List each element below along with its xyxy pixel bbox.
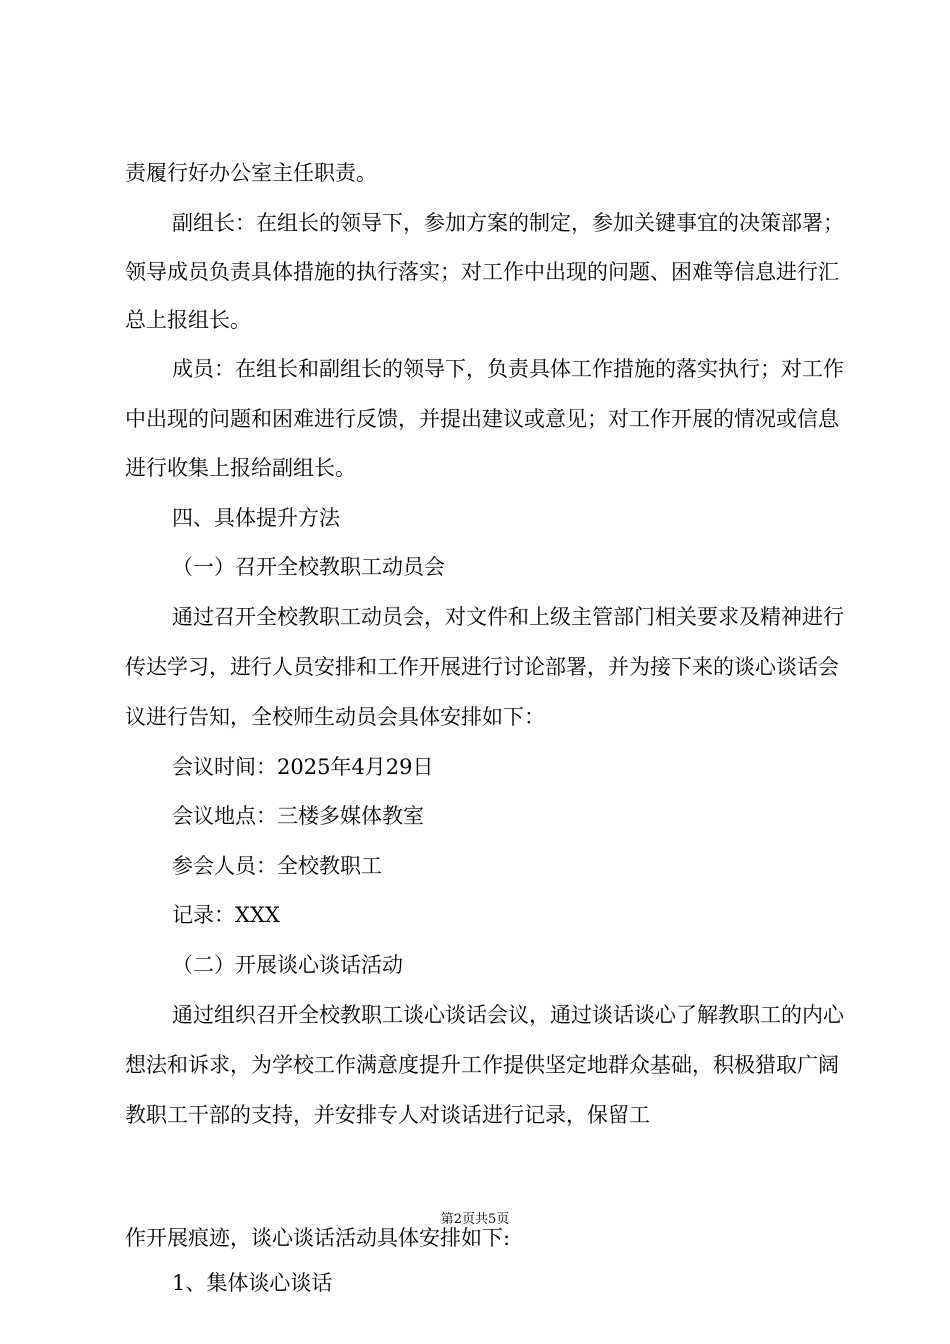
paragraph-line: 副组长：在组长的领导下，参加方案的制定，参加关键事宜的决策部署； bbox=[172, 211, 844, 235]
paragraph-line: 传达学习，进行人员安排和工作开展进行讨论部署，并为接下来的谈心谈话会 bbox=[125, 655, 839, 679]
meeting-location: 会议地点：三楼多媒体教室 bbox=[172, 804, 424, 828]
paragraph-line: 通过组织召开全校教职工谈心谈话会议，通过谈话谈心了解教职工的内心 bbox=[172, 1003, 844, 1027]
meeting-attendees: 参会人员：全校教职工 bbox=[172, 854, 382, 878]
paragraph-line: 成员：在组长和副组长的领导下，负责具体工作措施的落实执行；对工作 bbox=[172, 357, 844, 381]
paragraph-line: 议进行告知，全校师生动员会具体安排如下： bbox=[125, 705, 545, 729]
subsection-heading: （二）开展谈心谈话活动 bbox=[172, 953, 403, 977]
meeting-time: 会议时间：2025年4月29日 bbox=[172, 755, 434, 779]
paragraph-line: 通过召开全校教职工动员会，对文件和上级主管部门相关要求及精神进行 bbox=[172, 605, 844, 629]
paragraph-line: 教职工干部的支持，并安排专人对谈话进行记录，保留工 bbox=[125, 1103, 650, 1127]
paragraph-line: 责履行好办公室主任职责。 bbox=[125, 161, 377, 185]
section-heading: 四、具体提升方法 bbox=[172, 506, 340, 530]
list-item-heading: 1、集体谈心谈话 bbox=[172, 1271, 333, 1295]
paragraph-line: 想法和诉求，为学校工作满意度提升工作提供坚定地群众基础，积极猎取广阔 bbox=[125, 1053, 839, 1077]
paragraph-line: 领导成员负责具体措施的执行落实；对工作中出现的问题、困难等信息进行汇 bbox=[125, 260, 839, 284]
paragraph-line: 总上报组长。 bbox=[125, 308, 251, 332]
paragraph-line: 作开展痕迹，谈心谈话活动具体安排如下: bbox=[125, 1226, 511, 1250]
page-number-footer: 第2页共5页 bbox=[440, 1212, 510, 1227]
paragraph-line: 中出现的问题和困难进行反馈，并提出建议或意见；对工作开展的情况或信息 bbox=[125, 407, 839, 431]
paragraph-line: 进行收集上报给副组长。 bbox=[125, 456, 356, 480]
subsection-heading: （一）召开全校教职工动员会 bbox=[172, 555, 445, 579]
meeting-recorder: 记录：XXX bbox=[172, 903, 280, 927]
